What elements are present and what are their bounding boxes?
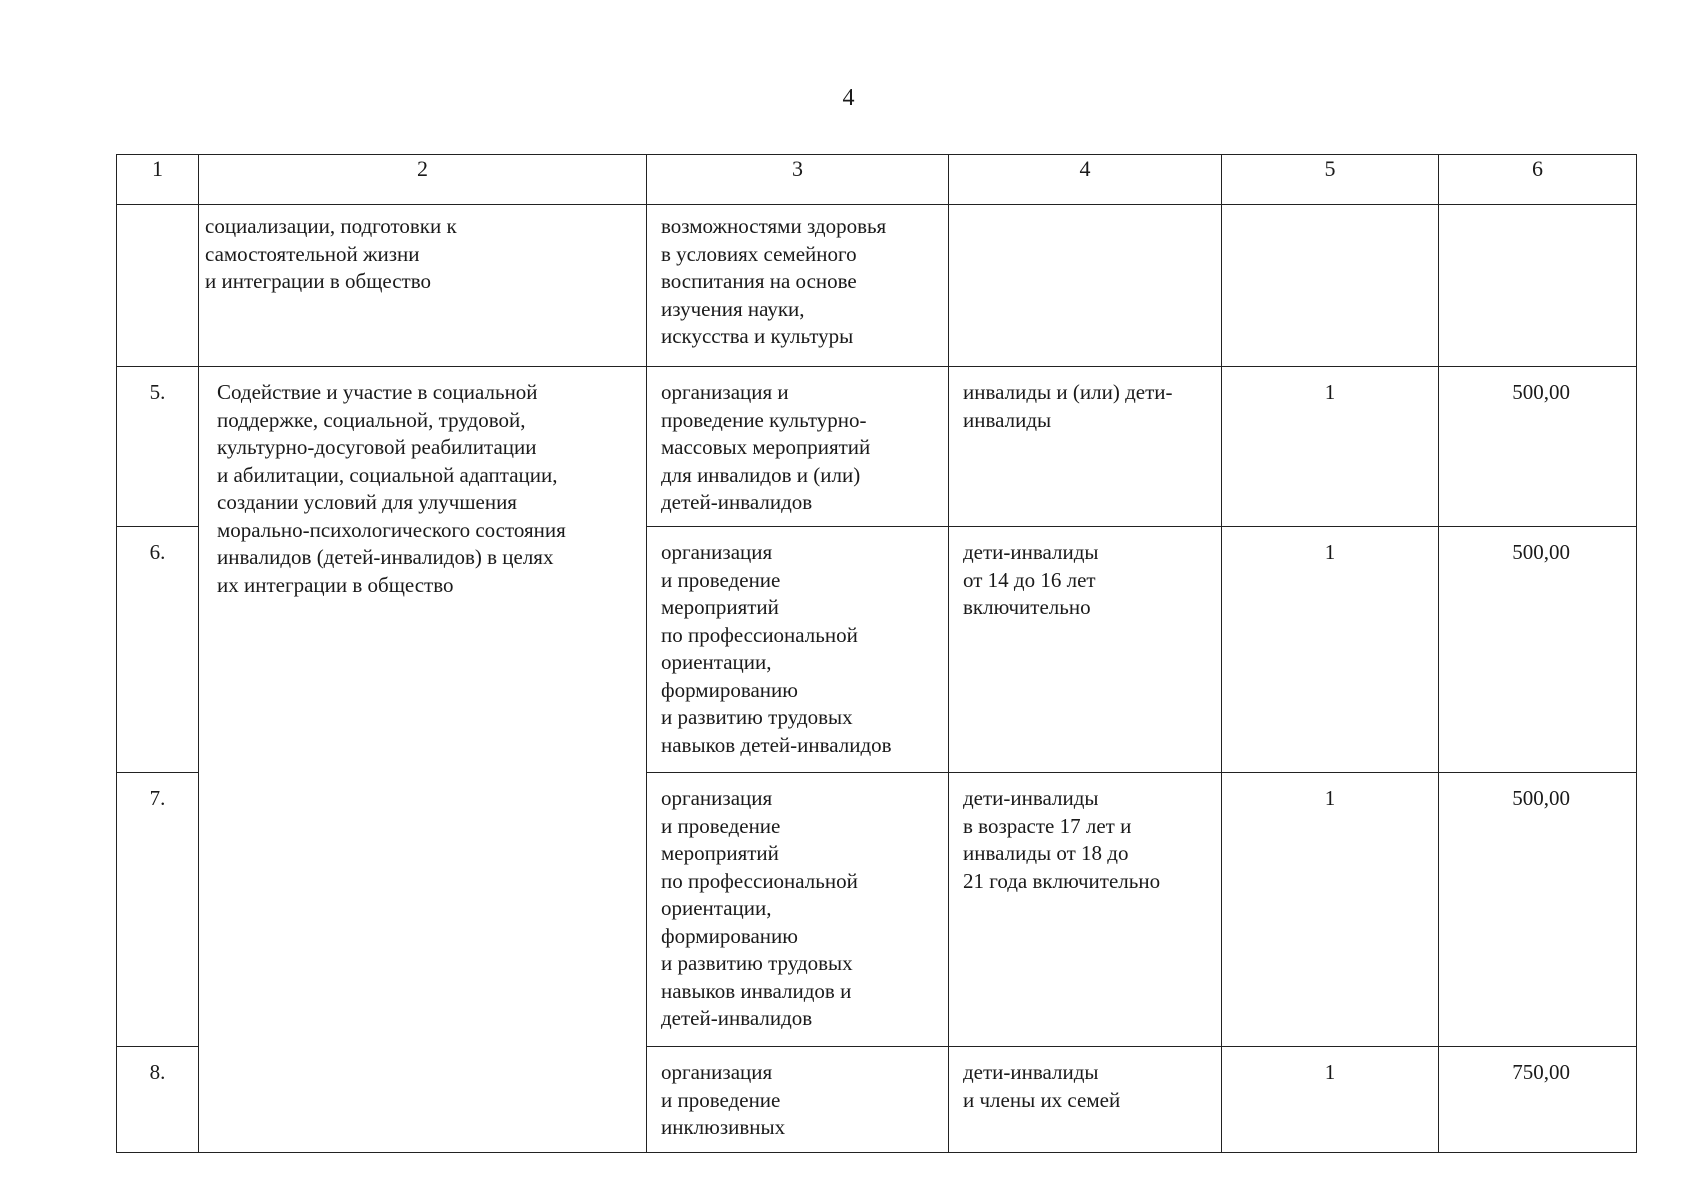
recipients-text: дети-инвалиды от 14 до 16 лет включительно bbox=[963, 540, 1099, 619]
amount-value: 500,00 bbox=[1512, 540, 1570, 564]
amount-value: 500,00 bbox=[1512, 380, 1570, 404]
recipients-cell bbox=[949, 1047, 1222, 1153]
direction-text: Содействие и участие в социальной поддержке, социальной, трудовой, культурно-досуговой реабилитации и абилитации, социальной адаптации, создании условий для улучшения морально-психологического состояния инвалидов (детей-инвалидов) в целях их интеграции в общество bbox=[217, 380, 566, 597]
amount-cell bbox=[1439, 527, 1637, 773]
count-cell bbox=[1222, 527, 1439, 773]
activity-text: организация и проведение инклюзивных bbox=[661, 1060, 786, 1139]
cont-cell-activity bbox=[647, 205, 949, 367]
merged-direction-cell bbox=[199, 367, 647, 1153]
row-number-cell bbox=[117, 527, 199, 773]
amount-cell bbox=[1439, 1047, 1637, 1153]
activity-text: организация и проведение мероприятий по профессиональной ориентации, формированию и развитию трудовых навыков детей-инвалидов bbox=[661, 540, 892, 757]
activity-text: организация и проведение мероприятий по профессиональной ориентации, формированию и развитию трудовых навыков инвалидов и детей-инвалидов bbox=[661, 786, 858, 1030]
cont-cell-amount bbox=[1439, 205, 1637, 367]
recipients-text: инвалиды и (или) дети- инвалиды bbox=[963, 380, 1173, 432]
amount-value: 500,00 bbox=[1512, 786, 1570, 810]
activity-cell bbox=[647, 773, 949, 1047]
row-number: 8. bbox=[149, 1060, 166, 1084]
recipients-cell bbox=[949, 367, 1222, 527]
count-cell bbox=[1222, 773, 1439, 1047]
cont-cell-number bbox=[117, 205, 199, 367]
continuation-row bbox=[117, 205, 1637, 367]
row-number-cell bbox=[117, 773, 199, 1047]
count-cell bbox=[1222, 367, 1439, 527]
cont-cell-count bbox=[1222, 205, 1439, 367]
header-cell-3: 3 bbox=[647, 155, 949, 205]
header-cell-5: 5 bbox=[1222, 155, 1439, 205]
recipients-text: дети-инвалиды в возрасте 17 лет и инвалиды от 18 до 21 года включительно bbox=[963, 786, 1161, 893]
recipients-cell bbox=[949, 527, 1222, 773]
amount-cell bbox=[1439, 773, 1637, 1047]
amount-cell bbox=[1439, 367, 1637, 527]
recipients-text: дети-инвалиды и члены их семей bbox=[963, 1060, 1121, 1112]
activity-cell bbox=[647, 367, 949, 527]
row-number-cell bbox=[117, 1047, 199, 1153]
row-number: 5. bbox=[149, 380, 166, 404]
row-number: 7. bbox=[149, 786, 166, 810]
activity-cell bbox=[647, 527, 949, 773]
cont-cell-direction bbox=[199, 205, 647, 367]
count-value: 1 bbox=[1324, 380, 1336, 404]
cont-activity-text: возможностями здоровья в условиях семейного воспитания на основе изучения науки, искусства и культуры bbox=[661, 214, 887, 348]
amount-value: 750,00 bbox=[1512, 1060, 1570, 1084]
page-number: 4 bbox=[842, 85, 855, 111]
activity-text: организация и проведение культурно- массовых мероприятий для инвалидов и (или) детей-инвалидов bbox=[661, 380, 871, 514]
count-value: 1 bbox=[1324, 786, 1336, 810]
row-number: 6. bbox=[149, 540, 166, 564]
cont-direction-text: социализации, подготовки к самостоятельной жизни и интеграции в общество bbox=[205, 214, 457, 293]
recipients-cell bbox=[949, 773, 1222, 1047]
header-cell-4: 4 bbox=[949, 155, 1222, 205]
activity-cell bbox=[647, 1047, 949, 1153]
table-row bbox=[117, 367, 1637, 527]
header-cell-6: 6 bbox=[1439, 155, 1637, 205]
header-cell-1: 1 bbox=[117, 155, 199, 205]
header-row bbox=[117, 155, 1637, 205]
count-value: 1 bbox=[1324, 1060, 1336, 1084]
row-number-cell bbox=[117, 367, 199, 527]
cont-cell-recipients bbox=[949, 205, 1222, 367]
count-value: 1 bbox=[1324, 540, 1336, 564]
header-cell-2: 2 bbox=[199, 155, 647, 205]
count-cell bbox=[1222, 1047, 1439, 1153]
program-table bbox=[116, 154, 1637, 1153]
